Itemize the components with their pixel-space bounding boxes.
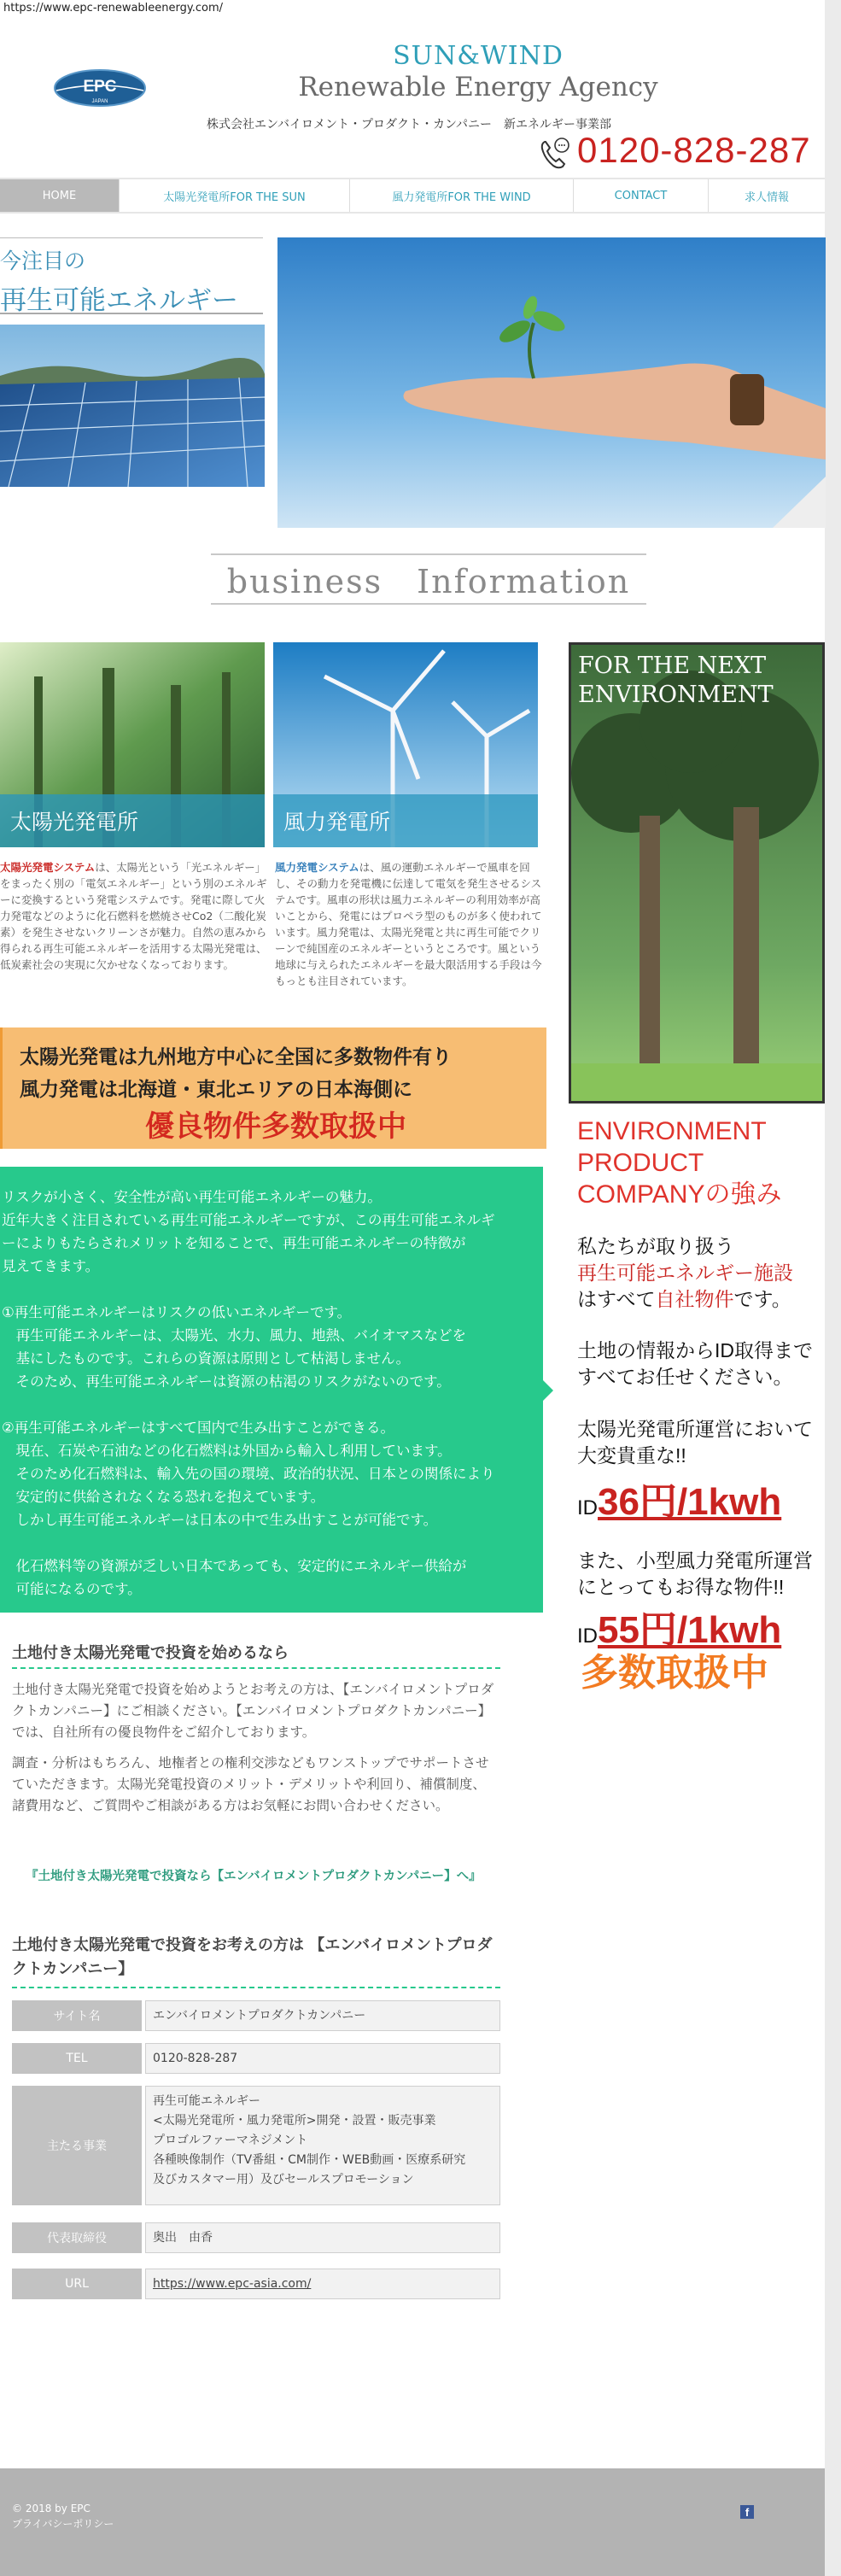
merit-line: 現在、石炭や石油などの化石燃料は外国から輸入し利用しています。 <box>2 1443 452 1459</box>
strength-paragraph-4: また、小型風力発電所運営にとってもお得な物件!! <box>577 1549 813 1598</box>
merits-pointer <box>543 1380 553 1401</box>
solar-description <box>0 859 270 973</box>
logo-sub: JAPAN <box>91 99 108 104</box>
merit-line: リスクが小さく、安全性が高い再生可能エネルギーの魅力。 <box>2 1189 382 1205</box>
hero-rule-top <box>0 237 263 238</box>
merit-line: 近年大きく注目されている再生可能エネルギーですが、この再生可能エネルギ <box>2 1212 495 1228</box>
p1-d: 自社物件 <box>655 1288 734 1310</box>
footer <box>0 2468 825 2576</box>
strength-heading-line3: COMPANYの強み <box>577 1180 782 1209</box>
wind-term: 風力発電システム <box>275 861 359 874</box>
company-line: 株式会社エンバイロメント・プロダクト・カンパニー 新エネルギー事業部 <box>207 118 612 132</box>
nav-recruit[interactable]: 求人情報 <box>744 190 789 204</box>
info-label-tel: TEL <box>12 2043 142 2074</box>
merit-line: ②再生可能エネルギーはすべて国内で生み出すことができる。 <box>2 1420 394 1436</box>
many-listings: 多数取扱中 <box>581 1652 768 1694</box>
info-value-tel[interactable]: 0120-828-287 <box>145 2043 500 2074</box>
business-rule-bottom <box>211 603 646 605</box>
nav-home[interactable]: HOME <box>0 179 120 212</box>
info-row-ceo <box>12 2222 500 2253</box>
merit-line <box>2 1278 543 1301</box>
merit-line <box>2 1393 543 1416</box>
solar-term: 太陽光発電システム <box>0 861 96 874</box>
solar-panel-image <box>0 325 265 487</box>
info-label-url: URL <box>12 2269 142 2299</box>
banner-line1: 太陽光発電は九州地方中心に全国に多数物件有り <box>20 1046 452 1068</box>
strength-paragraph-3: 太陽光発電所運営において大変貴重な!! <box>577 1418 813 1467</box>
merit-line <box>2 1531 543 1554</box>
strength-paragraph-1 <box>577 1233 825 1313</box>
right-margin-strip <box>825 0 841 2576</box>
merit-line: ーによりもたらされメリットを知ることで、再生可能エネルギーの特徴が <box>2 1235 466 1251</box>
tree-heading <box>578 652 774 710</box>
nav-wind[interactable]: 風力発電所FOR THE WIND <box>350 179 574 212</box>
info-row-tel <box>12 2043 500 2074</box>
hero-heading-large: 再生可能エネルギー <box>0 285 238 316</box>
business-line: 及びカスタマー用）及びセールスプロモーション <box>153 2173 414 2187</box>
business-line: <太陽光発電所・風力発電所>開発・設置・販売事業 <box>153 2114 436 2128</box>
invest-title: 土地付き太陽光発電で投資を始めるなら <box>12 1644 289 1662</box>
nav-sun[interactable]: 太陽光発電所FOR THE SUN <box>120 179 350 212</box>
wind-description-text: は、風の運動エネルギーで風車を回し、その動力を発電機に伝達して電気を発生させるシステムです。風車の形状は風力エネルギーの利用効率が高いことから、発電にはプロペラ型のものが多く使われています。風力発電は、太陽光発電と共に再生可能でクリーンで純国産のエネルギーというところです。風という地球に与えられたエネルギーを最大限活用する手段は今もっとも注目されています。 <box>275 861 542 987</box>
wind-card-label: 風力発電所 <box>273 794 538 847</box>
strength-heading-line1: ENVIRONMENT <box>577 1117 767 1145</box>
logo-text: EPC <box>83 78 117 96</box>
strength-paragraph-2: 土地の情報からID取得まですべてお任せください。 <box>577 1339 813 1388</box>
info-row-site <box>12 2000 500 2031</box>
tree-heading-line1: FOR THE NEXT <box>578 653 767 679</box>
p1-a: 私たちが取り扱う <box>577 1235 734 1257</box>
merit-line: 再生可能エネルギーは、太陽光、水力、風力、地熱、バイオマスなどを <box>2 1327 467 1344</box>
url-text[interactable]: https://www.epc-renewableenergy.com/ <box>3 2 223 15</box>
company-title: 土地付き太陽光発電で投資をお考えの方は 【エンバイロメントプロダクトカンパニー】 <box>12 1936 493 1978</box>
merit-line: そのため化石燃料は、輸入先の国の環境、政治的状況、日本との関係により <box>2 1466 495 1482</box>
merit-line: ①再生可能エネルギーはリスクの低いエネルギーです。 <box>2 1304 352 1320</box>
merit-line: そのため、再生可能エネルギーは資源の枯渇のリスクがないのです。 <box>2 1373 451 1390</box>
info-row-url <box>12 2269 500 2299</box>
business-line: 再生可能エネルギー <box>153 2094 260 2108</box>
tree-heading-line2: ENVIRONMENT <box>578 682 774 708</box>
hand-sprout-image <box>277 237 826 528</box>
solar-card[interactable] <box>0 642 265 847</box>
main-nav <box>0 178 825 214</box>
info-value-business <box>145 2086 500 2205</box>
brand-subtitle: Renewable Energy Agency <box>298 72 658 102</box>
info-label-ceo: 代表取締役 <box>12 2222 142 2253</box>
strength-heading-line2: PRODUCT <box>577 1149 704 1177</box>
merits-block <box>0 1167 543 1613</box>
banner-line2: 風力発電は北海道・東北エリアの日本海側に <box>20 1079 412 1101</box>
company-url-link[interactable]: https://www.epc-asia.com/ <box>153 2277 312 2291</box>
phone-icon <box>536 135 574 173</box>
info-value-url <box>145 2269 500 2299</box>
merit-line: 安定的に供給されなくなる恐れを抱えています。 <box>2 1489 325 1505</box>
hero-heading-small: 今注目の <box>0 249 86 273</box>
p1-b: 再生可能エネルギー施設 <box>577 1262 793 1284</box>
next-environment-panel <box>569 642 825 1104</box>
solar-card-label: 太陽光発電所 <box>0 794 265 847</box>
info-label-site: サイト名 <box>12 2000 142 2031</box>
phone-number[interactable]: 0120-828-287 <box>577 130 811 170</box>
business-line: プロゴルファーマネジメント <box>153 2134 308 2147</box>
merit-line: 見えてきます。 <box>2 1258 100 1274</box>
invest-link[interactable]: 『土地付き太陽光発電で投資なら【エンバイロメントプロダクトカンパニー】へ』 <box>26 1870 482 1883</box>
wind-card[interactable] <box>273 642 538 847</box>
price-36-value: 36円/1kwh <box>598 1481 782 1523</box>
merit-line: 可能になるのです。 <box>2 1581 142 1597</box>
wind-description <box>275 859 545 989</box>
privacy-link[interactable]: プライバシーポリシー <box>12 2518 114 2530</box>
strength-heading <box>577 1115 833 1210</box>
tree-image <box>571 645 822 1101</box>
business-title: business Information <box>226 563 631 600</box>
epc-logo[interactable] <box>53 68 147 108</box>
hero-rule-bottom <box>0 313 263 314</box>
invest-text-1: 土地付き太陽光発電で投資を始めようとお考えの方は、【エンバイロメントプロダクトカンパニー】にご相談ください。【エンバイロメントプロダクトカンパニー】では、自社所有の優良物件をご紹介しております。 <box>12 1682 494 1740</box>
invest-text-2: 調査・分析はもちろん、地権者との権利交渉などもワンストップでサポートさせていただきます。太陽光発電投資のメリット・デメリットや利回り、補償制度、諸費用など、ご質問やご相談がある方はお気軽にお問い合わせください。 <box>12 1755 489 1813</box>
business-line: 各種映像制作（TV番組・CM制作・WEB動画・医療系研究 <box>153 2153 466 2167</box>
merit-line: 基にしたものです。これらの資源は原則として枯渇しません。 <box>2 1350 411 1367</box>
brand-title: SUN&WIND <box>393 41 564 71</box>
price-36-id: ID <box>577 1496 598 1519</box>
merit-line: 化石燃料等の資源が乏しい日本であっても、安定的にエネルギー供給が <box>2 1558 467 1574</box>
p1-e: です。 <box>733 1288 791 1310</box>
info-row-business <box>12 2086 500 2205</box>
property-banner <box>0 1027 546 1149</box>
p1-c: はすべて <box>577 1288 656 1310</box>
price-55-value: 55円/1kwh <box>598 1609 782 1651</box>
info-value-site: エンバイロメントプロダクトカンパニー <box>145 2000 500 2031</box>
company-rule <box>12 1987 500 1988</box>
copyright: © 2018 by EPC <box>12 2503 91 2515</box>
banner-line3: 優良物件多数取扱中 <box>145 1109 406 1144</box>
merit-line: しかし再生可能エネルギーは日本の中で生み出すことが可能です。 <box>2 1512 438 1528</box>
solar-description-text: は、太陽光という「光エネルギー」をまったく別の「電気エネルギー」という別のエネルギーに変換するという発電システムです。発電に際して火力発電などのように化石燃料を燃焼させCo2（二酸化炭素）を発生させないクリーンさが魅力。自然の恵みから得られる再生可能エネルギーを活用する太陽光発電は、低炭素社会の実現に欠かせなくなっております。 <box>0 861 267 971</box>
info-value-ceo: 奥出 由香 <box>145 2222 500 2253</box>
invest-rule <box>12 1667 500 1669</box>
nav-contact[interactable]: CONTACT <box>574 179 709 212</box>
facebook-icon[interactable]: f <box>740 2505 754 2519</box>
info-label-business: 主たる事業 <box>12 2086 142 2205</box>
price-55-id: ID <box>577 1625 598 1648</box>
price-36 <box>577 1471 781 1525</box>
